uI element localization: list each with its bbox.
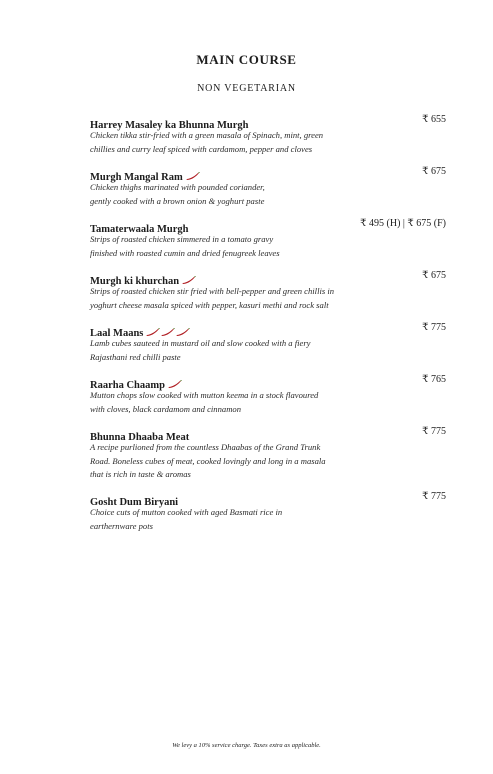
menu-item-header <box>90 425 446 443</box>
description-line: that is rich in taste & aromas <box>90 469 191 479</box>
menu-item-description <box>90 389 365 416</box>
description-line: Choice cuts of mutton cooked with aged Basmati rice in <box>90 507 283 517</box>
menu-item-description <box>90 233 365 260</box>
description-line: Road. Boneless cubes of meat, cooked lovingly and long in a masala <box>90 455 326 466</box>
menu-item <box>90 217 446 260</box>
section-title: NON VEGETARIAN <box>197 83 296 94</box>
menu-item <box>90 373 446 416</box>
description-line: Lamb cubes sauteed in mustard oil and slow cooked with a fiery <box>90 338 311 348</box>
menu-item-price: ₹ 775 <box>422 322 446 333</box>
menu-item <box>90 269 446 312</box>
chili-spice-icon <box>182 270 197 289</box>
menu-item-name: Harrey Masaley ka Bhunna Murgh <box>90 120 249 131</box>
menu-item-description <box>90 506 365 533</box>
menu-item-price: ₹ 675 <box>422 166 446 177</box>
description-line: with cloves, black cardamom and cinnamon <box>90 403 241 414</box>
menu-item-header <box>90 321 446 339</box>
menu-item-name: Bhunna Dhaaba Meat <box>90 432 190 443</box>
menu-item-price: ₹ 765 <box>422 374 446 385</box>
chili-spice-icon <box>146 322 191 341</box>
menu-item-header <box>90 165 446 183</box>
menu-item <box>90 321 446 364</box>
menu-item-price: ₹ 675 <box>422 270 446 281</box>
chili-spice-icon <box>168 374 183 393</box>
description-line: gently cooked with a brown onion & yoghurt paste <box>90 195 265 206</box>
description-line: Mutton chops slow cooked with mutton keema in a stock flavoured <box>90 390 319 400</box>
description-line: chillies and curry leaf spiced with cardamom, pepper and cloves <box>90 143 313 154</box>
menu-item-name: Gosht Dum Biryani <box>90 497 179 508</box>
description-line: Chicken thighs marinated with pounded coriander, <box>90 182 265 192</box>
menu-item-header <box>90 217 446 235</box>
description-line: Rajasthani red chilli paste <box>90 351 181 362</box>
description-line: Chicken tikka stir-fried with a green masala of Spinach, mint, green <box>90 130 324 140</box>
menu-item-name: Raarha Chaamp <box>90 380 165 391</box>
menu-item-name: Tamaterwaala Murgh <box>90 224 189 235</box>
description-line: Strips of roasted chicken simmered in a tomato gravy <box>90 234 274 244</box>
menu-item-name: Murgh Mangal Ram <box>90 172 183 183</box>
menu-item-name: Laal Maans <box>90 328 144 339</box>
menu-item-description <box>90 129 365 156</box>
page-title: MAIN COURSE <box>196 52 297 67</box>
menu-item <box>90 490 446 533</box>
menu-item-description <box>90 181 365 208</box>
menu-item-description <box>90 285 365 312</box>
menu-item-header <box>90 490 446 508</box>
menu-item-price: ₹ 655 <box>422 114 446 125</box>
menu-item-description <box>90 441 365 482</box>
description-line: earthernware pots <box>90 520 153 531</box>
menu-item-header <box>90 113 446 131</box>
chili-spice-icon <box>186 166 201 185</box>
menu-item-description <box>90 337 365 364</box>
description-line: Strips of roasted chicken stir fried with bell-pepper and green chillis in <box>90 286 335 296</box>
menu-item <box>90 165 446 208</box>
service-charge-note: We levy a 10% service charge. Taxes extra as applicable. <box>172 742 321 749</box>
description-line: A recipe purlioned from the countless Dhaabas of the Grand Trunk <box>90 442 321 452</box>
description-line: finished with roasted cumin and dried fenugreek leaves <box>90 247 280 258</box>
menu-item <box>90 425 446 482</box>
menu-item <box>90 113 446 156</box>
menu-item-price: ₹ 775 <box>422 426 446 437</box>
menu-item-price: ₹ 495 (H) | ₹ 675 (F) <box>360 218 446 229</box>
menu-item-header <box>90 269 446 287</box>
menu-item-name: Murgh ki khurchan <box>90 276 180 287</box>
menu-item-header <box>90 373 446 391</box>
menu-item-price: ₹ 775 <box>422 491 446 502</box>
description-line: yoghurt cheese masala spiced with pepper, kasuri methi and rock salt <box>90 299 329 310</box>
